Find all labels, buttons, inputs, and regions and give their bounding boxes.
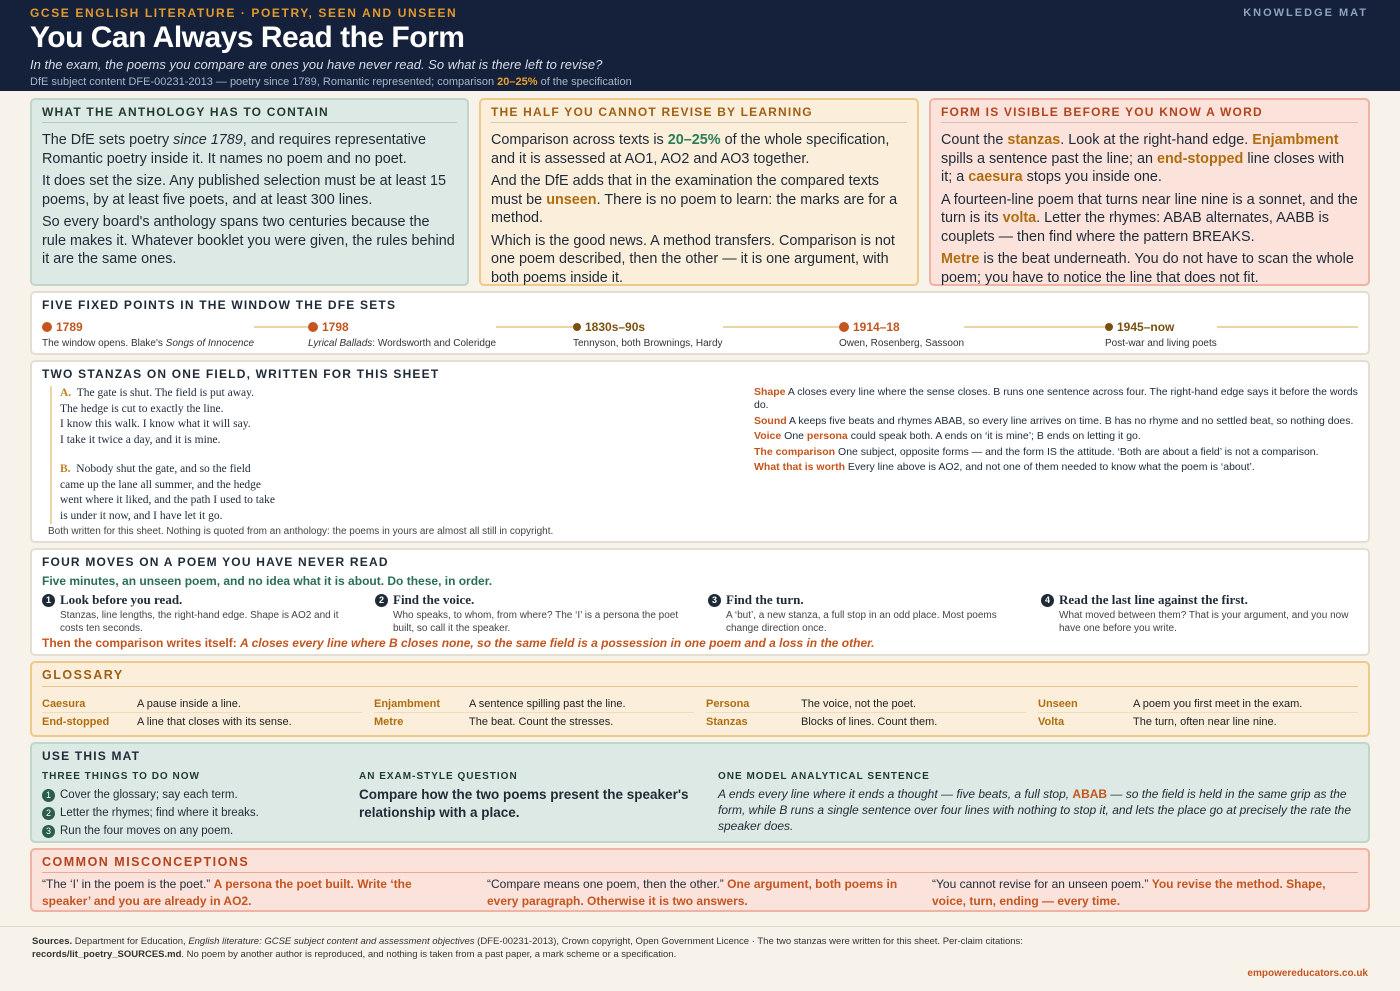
note: What that is worth Every line above is AO2, and not one of them needed to know what the poem is ‘about’. bbox=[754, 461, 1255, 473]
paragraph: And the DfE adds that in the examination the compared texts must be unseen. There is no poem to learn: the marks are for a method. bbox=[491, 173, 898, 226]
card-title: THE HALF YOU CANNOT REVISE BY LEARNING bbox=[491, 105, 907, 123]
note: The comparison One subject, opposite forms — and the form IS the attitude. ‘Both are about a field’ is not a comparison. bbox=[754, 445, 1319, 458]
use-this-mat bbox=[30, 742, 1370, 843]
section-title: USE THIS MAT bbox=[42, 749, 141, 763]
exam-question: Compare how the two poems present the speaker's relationship with a place. bbox=[359, 787, 689, 820]
glossary-item: Unseen A poem you first meet in the exam. bbox=[1038, 696, 1358, 713]
move-item: 3 Find the turn. A ‘but’, a new stanza, a full stop in an odd place. Most poems change direction once. bbox=[708, 592, 1028, 635]
card-comparison bbox=[479, 98, 919, 286]
paragraph: Which is the good news. A method transfers. Comparison is not one poem described, then the other — it is one argument, with both poems inside it. bbox=[491, 232, 895, 286]
paragraph: A fourteen-line poem that turns near line nine is a sonnet, and the turn is its volta. Letter the rhymes: ABAB alternates, AABB is couplets — then find where the pattern BREAKS. bbox=[941, 191, 1358, 245]
move-item: 4 Read the last line against the first. What moved between them? That is your argument, and you now have one before you write. bbox=[1041, 592, 1361, 635]
section-title: TWO STANZAS ON ONE FIELD, WRITTEN FOR THIS SHEET bbox=[42, 367, 440, 381]
misconception-item: “The ‘I’ in the poem is the poet.” A persona the poet built. Write ‘the speaker’ and you are already in AO2. bbox=[42, 877, 412, 908]
comparison-example: Then the comparison writes itself: A closes every line where B closes none, so the same field is a possession in one poem and a loss in the other. bbox=[42, 636, 875, 650]
move-item: 2 Find the voice. Who speaks, to whom, from where? The ‘I’ is a persona the poet built, so call it the speaker. bbox=[375, 592, 695, 635]
glossary bbox=[30, 661, 1370, 737]
note: Voice One persona could speak both. A ends on ‘it is mine’; B ends on letting it go. bbox=[754, 430, 1141, 442]
footer bbox=[0, 926, 1400, 991]
dot-icon bbox=[573, 323, 581, 331]
subtitle: In the exam, the poems you compare are ones you have never read. So what is there left to revise? bbox=[30, 57, 603, 72]
moves-intro: Five minutes, an unseen poem, and no idea what it is about. Do these, in order. bbox=[42, 574, 493, 588]
glossary-item: Volta The turn, often near line nine. bbox=[1038, 715, 1277, 728]
todo-column: THREE THINGS TO DO NOW 1 Cover the glossary; say each term. 2 Letter the rhymes; find where it breaks. 3 Run the four moves on any poem. bbox=[42, 771, 259, 840]
glossary-item: Enjambment A sentence spilling past the line. bbox=[374, 696, 694, 713]
paragraph: So every board's anthology spans two centuries because the rule makes it. Whatever booklet you were given, the rules behind it are the same ones. bbox=[42, 214, 455, 267]
poem-line: B. Nobody shut the gate, and so the field bbox=[60, 463, 251, 475]
spec-meta: DfE subject content DFE-00231-2013 — poetry since 1789, Romantic represented; comparison 20–25% of the specification bbox=[30, 76, 632, 88]
note: Shape A closes every line where the sense closes. B runs one sentence across four. The right-hand edge says it before the words do. bbox=[754, 386, 1358, 411]
dot-icon bbox=[839, 322, 849, 332]
site-link[interactable]: empowereducators.co.uk bbox=[1247, 968, 1368, 979]
glossary-item: End-stopped A line that closes with its sense. bbox=[42, 715, 292, 728]
note: Sound A keeps five beats and rhymes ABAB, so every line arrives on time. B has no rhyme and no settled beat, so nothing does. bbox=[754, 414, 1354, 427]
card-form bbox=[929, 98, 1370, 286]
card-anthology bbox=[30, 98, 469, 286]
card-title: WHAT THE ANTHOLOGY HAS TO CONTAIN bbox=[42, 105, 457, 123]
glossary-column bbox=[706, 696, 1026, 730]
section-title: GLOSSARY bbox=[42, 668, 1358, 687]
glossary-item: Caesura A pause inside a line. bbox=[42, 696, 362, 713]
section-title: FOUR MOVES ON A POEM YOU HAVE NEVER READ bbox=[42, 555, 389, 569]
section-title: COMMON MISCONCEPTIONS bbox=[42, 855, 1358, 873]
glossary-item: Stanzas Blocks of lines. Count them. bbox=[706, 715, 938, 728]
poem-line: is under it now, and I have let it go. bbox=[60, 509, 223, 522]
misconception-item: “You cannot revise for an unseen poem.” You revise the method. Shape, voice, turn, ending — every time. bbox=[932, 877, 1326, 908]
poem-line: I take it twice a day, and it is mine. bbox=[60, 433, 221, 446]
paragraph: The DfE sets poetry since 1789, and requires representative Romantic poetry inside it. It names no poem and no poet. bbox=[42, 132, 426, 167]
move-item: 1 Look before you read. Stanzas, line lengths, the right-hand edge. Shape is AO2 and it costs ten seconds. bbox=[42, 592, 362, 635]
question-column: AN EXAM-STYLE QUESTION Compare how the two poems present the speaker's relationship with a place. bbox=[359, 771, 699, 822]
poem-stanzas bbox=[50, 386, 300, 524]
glossary-column bbox=[374, 696, 694, 730]
poem-line: A. The gate is shut. The field is put away. bbox=[60, 387, 254, 399]
glossary-item: Persona The voice, not the poet. bbox=[706, 696, 1026, 713]
section-title: FIVE FIXED POINTS IN THE WINDOW THE DFE SETS bbox=[42, 298, 397, 312]
glossary-column bbox=[42, 696, 362, 730]
sources: Sources. Department for Education, English literature: GCSE subject content and assessment objectives (DFE-00231-2013), Crown copyright, Open Government Licence · The two stanzas were written for this sheet. Per-claim citations: records/lit_poetry_SOURCES.md. No poem by another author is reproduced, and nothing is taken from a past paper, a mark scheme or a specification. bbox=[32, 936, 1023, 960]
dot-icon bbox=[42, 322, 52, 332]
timeline-point: 1798 Lyrical Ballads: Wordsworth and Coleridge bbox=[308, 320, 497, 349]
kicker: GCSE ENGLISH LITERATURE · POETRY, SEEN AND UNSEEN bbox=[30, 6, 458, 20]
badge-knowledge-mat: KNOWLEDGE MAT bbox=[1243, 7, 1368, 19]
timeline bbox=[30, 291, 1370, 355]
four-moves bbox=[30, 548, 1370, 656]
timeline-point: 1914–18 Owen, Rosenberg, Sassoon bbox=[839, 320, 965, 349]
todo-item: 2 Letter the rhymes; find where it breaks. bbox=[42, 804, 259, 822]
card-title: FORM IS VISIBLE BEFORE YOU KNOW A WORD bbox=[941, 105, 1358, 123]
timeline-point: 1789 The window opens. Blake's Songs of Innocence bbox=[42, 320, 255, 349]
todo-item: 1 Cover the glossary; say each term. bbox=[42, 786, 259, 804]
header bbox=[0, 0, 1400, 91]
dot-icon bbox=[308, 322, 318, 332]
timeline-point: 1945–now Post-war and living poets bbox=[1105, 320, 1217, 349]
glossary-item: Metre The beat. Count the stresses. bbox=[374, 715, 614, 728]
poem-line: went where it liked, and the path I used to take bbox=[60, 494, 275, 506]
misconception-item: “Compare means one poem, then the other.” One argument, both poems in every paragraph. Otherwise it is two answers. bbox=[487, 877, 898, 908]
glossary-column bbox=[1038, 696, 1358, 730]
poem-line: The hedge is cut to exactly the line. bbox=[60, 402, 224, 415]
poem-line: I know this walk. I know what it will say. bbox=[60, 418, 251, 430]
paragraph: Comparison across texts is 20–25% of the whole specification, and it is assessed at AO1, AO2 and AO3 together. bbox=[491, 132, 890, 167]
misconceptions bbox=[30, 848, 1370, 912]
dot-icon bbox=[1105, 323, 1113, 331]
page-title: You Can Always Read the Form bbox=[30, 21, 465, 54]
paragraph: It does set the size. Any published selection must be at least 15 poems, by at least five poets, and at least 300 lines. bbox=[42, 173, 446, 208]
poem-line: came up the lane all summer, and the hedge bbox=[60, 478, 262, 491]
paragraph: Metre is the beat underneath. You do not have to scan the whole poem; you have to notice the line that does not fit. bbox=[941, 251, 1354, 286]
stanzas-section bbox=[30, 360, 1370, 543]
footnote: Both written for this sheet. Nothing is quoted from an anthology: the poems in yours are almost all still in copyright. bbox=[48, 526, 554, 537]
analysis-notes bbox=[754, 386, 1358, 477]
timeline-point: 1830s–90s Tennyson, both Brownings, Hardy bbox=[573, 320, 723, 349]
todo-item: 3 Run the four moves on any poem. bbox=[42, 822, 259, 840]
model-sentence: A ends every line where it ends a thought — five beats, a full stop, ABAB — so the field is held in the same grip as the form, while B runs a single sentence over four lines with nothing to stop it, and lets the place go at precisely the rate the speaker does. bbox=[718, 787, 1352, 833]
model-column: ONE MODEL ANALYTICAL SENTENCE A ends every line where it ends a thought — five beats, a full stop, ABAB — so the field is held in the same grip as the form, while B runs a single sentence over four lines with nothing to stop it, and lets the place go at precisely the rate the speaker does. bbox=[718, 771, 1358, 834]
paragraph: Count the stanzas. Look at the right-hand edge. Enjambment spills a sentence past the line; an end-stopped line closes with it; a caesura stops you inside one. bbox=[941, 132, 1345, 185]
